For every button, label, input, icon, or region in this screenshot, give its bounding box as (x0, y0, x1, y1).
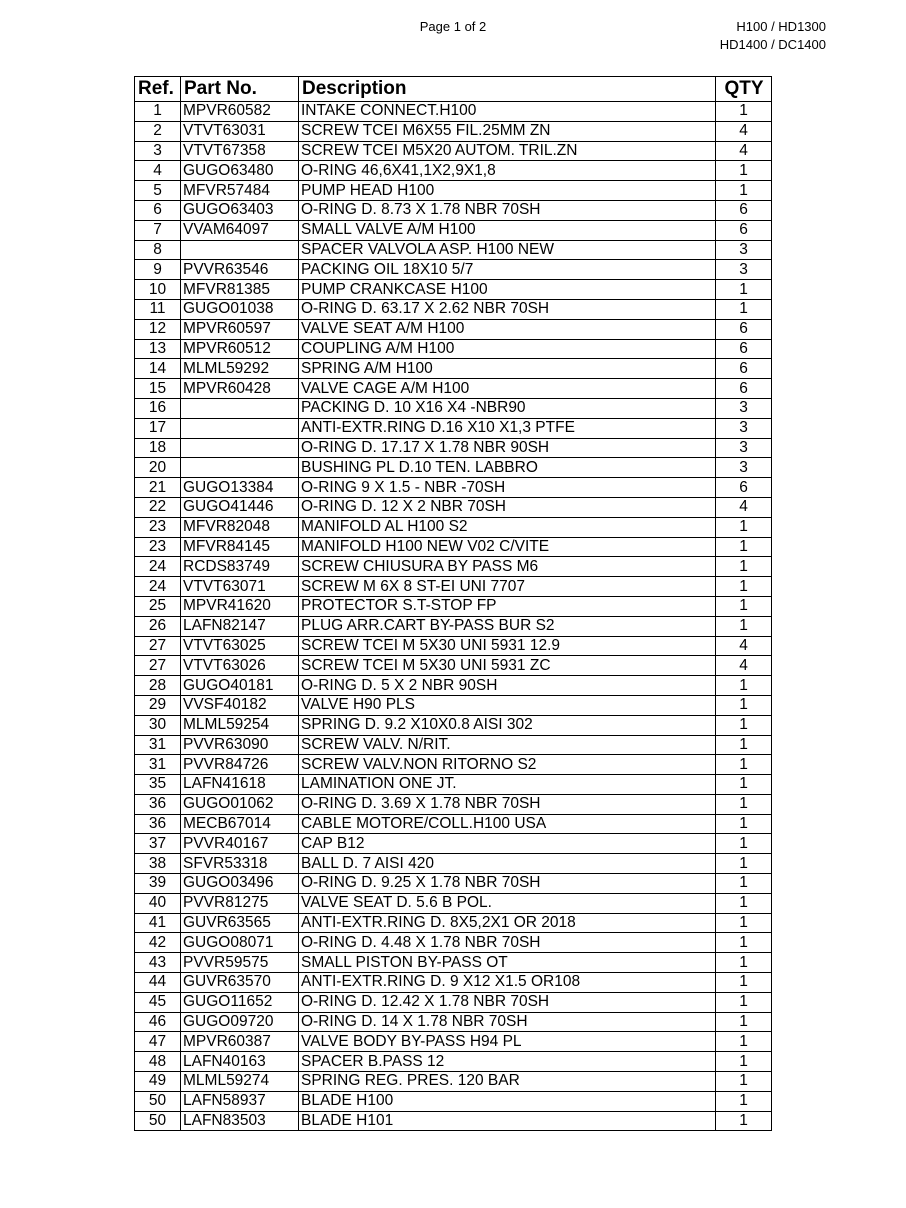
cell-part-no: VTVT63026 (181, 656, 299, 676)
cell-description: LAMINATION ONE JT. (299, 775, 716, 795)
table-row (135, 1072, 772, 1092)
cell-part-no: VVSF40182 (181, 695, 299, 715)
table-row (135, 755, 772, 775)
cell-part-no: GUGO03496 (181, 874, 299, 894)
cell-description: SMALL PISTON BY-PASS OT (299, 953, 716, 973)
cell-part-no: MECB67014 (181, 814, 299, 834)
table-row (135, 735, 772, 755)
table-row (135, 814, 772, 834)
cell-description: VALVE SEAT A/M H100 (299, 319, 716, 339)
cell-ref: 14 (135, 359, 181, 379)
table-row (135, 220, 772, 240)
cell-qty: 1 (716, 973, 772, 993)
cell-part-no: LAFN82147 (181, 616, 299, 636)
cell-part-no: MPVR41620 (181, 596, 299, 616)
cell-description: BUSHING PL D.10 TEN. LABBRO (299, 458, 716, 478)
cell-ref: 27 (135, 636, 181, 656)
table-row (135, 517, 772, 537)
table-row (135, 854, 772, 874)
cell-ref: 27 (135, 656, 181, 676)
cell-ref: 10 (135, 280, 181, 300)
cell-description: SPRING REG. PRES. 120 BAR (299, 1072, 716, 1092)
cell-description: O-RING D. 14 X 1.78 NBR 70SH (299, 1012, 716, 1032)
cell-ref: 13 (135, 339, 181, 359)
cell-ref: 31 (135, 735, 181, 755)
cell-qty: 1 (716, 299, 772, 319)
table-row (135, 794, 772, 814)
cell-qty: 1 (716, 1091, 772, 1111)
table-row (135, 102, 772, 122)
column-header-part-no: Part No. (181, 77, 299, 102)
cell-part-no: GUGO09720 (181, 1012, 299, 1032)
cell-part-no: SFVR53318 (181, 854, 299, 874)
cell-qty: 1 (716, 1072, 772, 1092)
cell-ref: 24 (135, 557, 181, 577)
cell-ref: 7 (135, 220, 181, 240)
table-row (135, 398, 772, 418)
cell-ref: 48 (135, 1052, 181, 1072)
cell-ref: 42 (135, 933, 181, 953)
table-row (135, 656, 772, 676)
cell-part-no: MFVR81385 (181, 280, 299, 300)
table-row (135, 834, 772, 854)
table-row (135, 359, 772, 379)
cell-qty: 1 (716, 913, 772, 933)
cell-qty: 3 (716, 438, 772, 458)
cell-part-no: VVAM64097 (181, 220, 299, 240)
cell-ref: 41 (135, 913, 181, 933)
cell-ref: 21 (135, 478, 181, 498)
cell-part-no (181, 240, 299, 260)
cell-qty: 1 (716, 102, 772, 122)
cell-ref: 31 (135, 755, 181, 775)
cell-ref: 23 (135, 537, 181, 557)
cell-ref: 11 (135, 299, 181, 319)
table-row (135, 121, 772, 141)
cell-part-no: VTVT63031 (181, 121, 299, 141)
cell-description: O-RING D. 4.48 X 1.78 NBR 70SH (299, 933, 716, 953)
cell-description: SPACER VALVOLA ASP. H100 NEW (299, 240, 716, 260)
cell-qty: 3 (716, 240, 772, 260)
table-row (135, 260, 772, 280)
cell-qty: 1 (716, 695, 772, 715)
cell-description: SCREW TCEI M 5X30 UNI 5931 12.9 (299, 636, 716, 656)
table-row (135, 438, 772, 458)
cell-ref: 44 (135, 973, 181, 993)
cell-description: COUPLING A/M H100 (299, 339, 716, 359)
cell-ref: 5 (135, 181, 181, 201)
cell-part-no: MPVR60582 (181, 102, 299, 122)
cell-qty: 1 (716, 1111, 772, 1131)
cell-qty: 4 (716, 636, 772, 656)
cell-description: PACKING D. 10 X16 X4 -NBR90 (299, 398, 716, 418)
cell-ref: 16 (135, 398, 181, 418)
cell-description: INTAKE CONNECT.H100 (299, 102, 716, 122)
table-row (135, 893, 772, 913)
cell-description: SCREW M 6X 8 ST-EI UNI 7707 (299, 577, 716, 597)
table-row (135, 1012, 772, 1032)
cell-description: SPACER B.PASS 12 (299, 1052, 716, 1072)
cell-qty: 1 (716, 161, 772, 181)
table-row (135, 161, 772, 181)
cell-ref: 47 (135, 1032, 181, 1052)
table-row (135, 992, 772, 1012)
cell-ref: 26 (135, 616, 181, 636)
cell-part-no: MFVR57484 (181, 181, 299, 201)
cell-description: O-RING D. 12 X 2 NBR 70SH (299, 497, 716, 517)
table-row (135, 874, 772, 894)
cell-ref: 3 (135, 141, 181, 161)
cell-description: ANTI-EXTR.RING D. 8X5,2X1 OR 2018 (299, 913, 716, 933)
cell-part-no: LAFN41618 (181, 775, 299, 795)
cell-ref: 37 (135, 834, 181, 854)
cell-description: O-RING D. 9.25 X 1.78 NBR 70SH (299, 874, 716, 894)
cell-description: O-RING D. 12.42 X 1.78 NBR 70SH (299, 992, 716, 1012)
cell-part-no: GUGO63403 (181, 200, 299, 220)
cell-part-no: PVVR63546 (181, 260, 299, 280)
cell-qty: 6 (716, 319, 772, 339)
cell-qty: 3 (716, 398, 772, 418)
cell-qty: 1 (716, 953, 772, 973)
cell-description: PROTECTOR S.T-STOP FP (299, 596, 716, 616)
table-row (135, 458, 772, 478)
model-line-1: H100 / HD1300 (736, 19, 826, 34)
cell-qty: 1 (716, 755, 772, 775)
cell-description: BLADE H101 (299, 1111, 716, 1131)
cell-ref: 20 (135, 458, 181, 478)
cell-ref: 49 (135, 1072, 181, 1092)
table-row (135, 537, 772, 557)
cell-qty: 1 (716, 181, 772, 201)
cell-description: SMALL VALVE A/M H100 (299, 220, 716, 240)
cell-ref: 43 (135, 953, 181, 973)
cell-part-no: MPVR60428 (181, 379, 299, 399)
cell-ref: 35 (135, 775, 181, 795)
cell-part-no: PVVR63090 (181, 735, 299, 755)
cell-part-no: PVVR59575 (181, 953, 299, 973)
cell-description: SCREW VALV.NON RITORNO S2 (299, 755, 716, 775)
cell-qty: 1 (716, 1012, 772, 1032)
cell-part-no: MPVR60512 (181, 339, 299, 359)
cell-qty: 1 (716, 517, 772, 537)
cell-description: PUMP HEAD H100 (299, 181, 716, 201)
table-row (135, 200, 772, 220)
cell-part-no: MFVR82048 (181, 517, 299, 537)
cell-qty: 1 (716, 676, 772, 696)
cell-ref: 9 (135, 260, 181, 280)
page-number: Page 1 of 2 (419, 19, 487, 34)
table-row (135, 280, 772, 300)
cell-description: O-RING D. 17.17 X 1.78 NBR 90SH (299, 438, 716, 458)
cell-description: BLADE H100 (299, 1091, 716, 1111)
cell-description: CAP B12 (299, 834, 716, 854)
cell-ref: 25 (135, 596, 181, 616)
cell-description: O-RING 9 X 1.5 - NBR -70SH (299, 478, 716, 498)
table-row (135, 636, 772, 656)
cell-qty: 1 (716, 775, 772, 795)
table-row (135, 953, 772, 973)
cell-qty: 4 (716, 497, 772, 517)
cell-part-no: GUGO63480 (181, 161, 299, 181)
table-row (135, 616, 772, 636)
cell-description: SPRING A/M H100 (299, 359, 716, 379)
cell-description: SPRING D. 9.2 X10X0.8 AISI 302 (299, 715, 716, 735)
cell-qty: 1 (716, 854, 772, 874)
cell-ref: 36 (135, 794, 181, 814)
cell-ref: 22 (135, 497, 181, 517)
table-row (135, 557, 772, 577)
table-row (135, 418, 772, 438)
cell-qty: 4 (716, 656, 772, 676)
cell-part-no: MPVR60387 (181, 1032, 299, 1052)
cell-ref: 50 (135, 1091, 181, 1111)
cell-ref: 24 (135, 577, 181, 597)
table-row (135, 1091, 772, 1111)
cell-ref: 18 (135, 438, 181, 458)
cell-description: MANIFOLD H100 NEW V02 C/VITE (299, 537, 716, 557)
cell-ref: 50 (135, 1111, 181, 1131)
cell-part-no: PVVR84726 (181, 755, 299, 775)
cell-description: VALVE CAGE A/M H100 (299, 379, 716, 399)
cell-qty: 1 (716, 834, 772, 854)
cell-qty: 4 (716, 141, 772, 161)
cell-description: SCREW TCEI M6X55 FIL.25MM ZN (299, 121, 716, 141)
cell-part-no: RCDS83749 (181, 557, 299, 577)
cell-ref: 6 (135, 200, 181, 220)
cell-ref: 45 (135, 992, 181, 1012)
cell-part-no: MFVR84145 (181, 537, 299, 557)
cell-part-no: VTVT63025 (181, 636, 299, 656)
cell-ref: 1 (135, 102, 181, 122)
cell-description: O-RING D. 63.17 X 2.62 NBR 70SH (299, 299, 716, 319)
cell-description: VALVE H90 PLS (299, 695, 716, 715)
table-row (135, 240, 772, 260)
cell-ref: 38 (135, 854, 181, 874)
cell-ref: 23 (135, 517, 181, 537)
table-row (135, 1052, 772, 1072)
table-row (135, 973, 772, 993)
cell-qty: 6 (716, 359, 772, 379)
cell-description: PUMP CRANKCASE H100 (299, 280, 716, 300)
cell-qty: 1 (716, 280, 772, 300)
cell-description: BALL D. 7 AISI 420 (299, 854, 716, 874)
cell-part-no: GUGO08071 (181, 933, 299, 953)
table-row (135, 299, 772, 319)
table-row (135, 339, 772, 359)
cell-qty: 1 (716, 814, 772, 834)
cell-ref: 40 (135, 893, 181, 913)
cell-qty: 4 (716, 121, 772, 141)
cell-ref: 30 (135, 715, 181, 735)
cell-part-no: GUGO11652 (181, 992, 299, 1012)
cell-qty: 6 (716, 220, 772, 240)
table-row (135, 577, 772, 597)
cell-part-no (181, 438, 299, 458)
cell-qty: 6 (716, 339, 772, 359)
cell-description: SCREW TCEI M 5X30 UNI 5931 ZC (299, 656, 716, 676)
cell-description: PLUG ARR.CART BY-PASS BUR S2 (299, 616, 716, 636)
cell-part-no: LAFN83503 (181, 1111, 299, 1131)
cell-qty: 1 (716, 992, 772, 1012)
cell-qty: 1 (716, 537, 772, 557)
cell-ref: 15 (135, 379, 181, 399)
table-row (135, 913, 772, 933)
table-row (135, 676, 772, 696)
cell-qty: 1 (716, 1032, 772, 1052)
cell-ref: 8 (135, 240, 181, 260)
cell-ref: 29 (135, 695, 181, 715)
cell-part-no: PVVR81275 (181, 893, 299, 913)
cell-description: O-RING D. 3.69 X 1.78 NBR 70SH (299, 794, 716, 814)
cell-part-no (181, 398, 299, 418)
table-row (135, 319, 772, 339)
cell-ref: 36 (135, 814, 181, 834)
model-line-2: HD1400 / DC1400 (719, 37, 826, 52)
column-header-ref: Ref. (135, 77, 181, 102)
cell-description: CABLE MOTORE/COLL.H100 USA (299, 814, 716, 834)
cell-description: VALVE BODY BY-PASS H94 PL (299, 1032, 716, 1052)
cell-ref: 39 (135, 874, 181, 894)
cell-description: O-RING D. 8.73 X 1.78 NBR 70SH (299, 200, 716, 220)
cell-qty: 3 (716, 458, 772, 478)
cell-qty: 6 (716, 200, 772, 220)
cell-qty: 1 (716, 933, 772, 953)
cell-part-no: MLML59292 (181, 359, 299, 379)
cell-part-no: GUGO13384 (181, 478, 299, 498)
model-designation (720, 18, 826, 54)
cell-ref: 17 (135, 418, 181, 438)
cell-qty: 3 (716, 418, 772, 438)
table-row (135, 596, 772, 616)
cell-part-no: GUGO40181 (181, 676, 299, 696)
cell-ref: 28 (135, 676, 181, 696)
table-row (135, 141, 772, 161)
cell-qty: 1 (716, 735, 772, 755)
cell-qty: 6 (716, 379, 772, 399)
cell-ref: 46 (135, 1012, 181, 1032)
cell-qty: 1 (716, 715, 772, 735)
cell-description: PACKING OIL 18X10 5/7 (299, 260, 716, 280)
cell-description: ANTI-EXTR.RING D. 9 X12 X1.5 OR108 (299, 973, 716, 993)
cell-part-no (181, 418, 299, 438)
cell-part-no (181, 458, 299, 478)
cell-description: SCREW CHIUSURA BY PASS M6 (299, 557, 716, 577)
cell-qty: 1 (716, 893, 772, 913)
cell-qty: 1 (716, 596, 772, 616)
table-row (135, 695, 772, 715)
cell-description: SCREW VALV. N/RIT. (299, 735, 716, 755)
cell-qty: 1 (716, 577, 772, 597)
cell-part-no: LAFN40163 (181, 1052, 299, 1072)
cell-part-no: LAFN58937 (181, 1091, 299, 1111)
table-row (135, 497, 772, 517)
cell-description: O-RING D. 5 X 2 NBR 90SH (299, 676, 716, 696)
table-row (135, 181, 772, 201)
cell-qty: 6 (716, 478, 772, 498)
cell-ref: 4 (135, 161, 181, 181)
cell-qty: 1 (716, 616, 772, 636)
cell-ref: 2 (135, 121, 181, 141)
cell-part-no: MLML59254 (181, 715, 299, 735)
cell-part-no: VTVT63071 (181, 577, 299, 597)
table-row (135, 1032, 772, 1052)
table-row (135, 379, 772, 399)
cell-qty: 3 (716, 260, 772, 280)
cell-part-no: PVVR40167 (181, 834, 299, 854)
cell-qty: 1 (716, 794, 772, 814)
cell-part-no: GUVR63570 (181, 973, 299, 993)
table-row (135, 1111, 772, 1131)
cell-part-no: MLML59274 (181, 1072, 299, 1092)
cell-part-no: GUVR63565 (181, 913, 299, 933)
cell-part-no: GUGO41446 (181, 497, 299, 517)
table-row (135, 478, 772, 498)
cell-part-no: MPVR60597 (181, 319, 299, 339)
table-header-row (135, 77, 772, 102)
cell-description: MANIFOLD AL H100 S2 (299, 517, 716, 537)
cell-description: VALVE SEAT D. 5.6 B POL. (299, 893, 716, 913)
cell-qty: 1 (716, 874, 772, 894)
table-row (135, 933, 772, 953)
table-row (135, 715, 772, 735)
cell-qty: 1 (716, 557, 772, 577)
table-row (135, 775, 772, 795)
cell-part-no: GUGO01038 (181, 299, 299, 319)
parts-table (134, 76, 772, 1131)
cell-description: ANTI-EXTR.RING D.16 X10 X1,3 PTFE (299, 418, 716, 438)
cell-qty: 1 (716, 1052, 772, 1072)
cell-ref: 12 (135, 319, 181, 339)
cell-description: SCREW TCEI M5X20 AUTOM. TRIL.ZN (299, 141, 716, 161)
cell-description: O-RING 46,6X41,1X2,9X1,8 (299, 161, 716, 181)
cell-part-no: GUGO01062 (181, 794, 299, 814)
column-header-qty: QTY (716, 77, 772, 102)
column-header-description: Description (299, 77, 716, 102)
parts-table-body (135, 102, 772, 1131)
cell-part-no: VTVT67358 (181, 141, 299, 161)
